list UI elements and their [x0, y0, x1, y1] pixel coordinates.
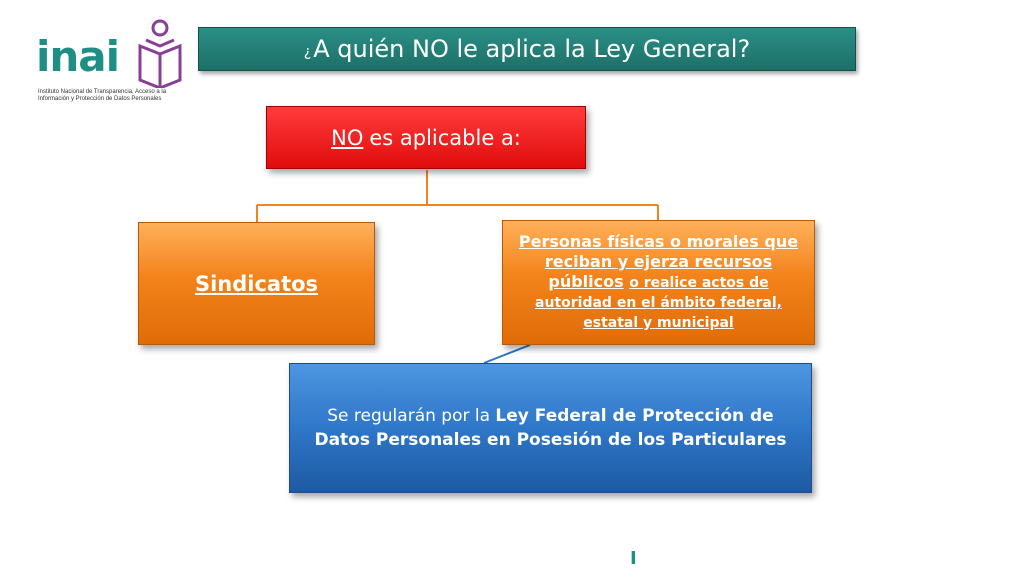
node-personas-line5: estatal y municipal	[583, 315, 734, 331]
title-question-mark: ¿	[303, 44, 312, 60]
node-personas-line2: reciban y ejerza recursos	[544, 252, 773, 271]
node-sindicatos-label: Sindicatos	[194, 271, 319, 296]
node-personas	[502, 220, 815, 345]
page-marker: I	[630, 548, 637, 569]
logo-caption: Instituto Nacional de Transparencia, Acceso a la Información y Protección de Datos Personales	[38, 89, 167, 102]
note-law-name: Ley Federal de Protección de Datos Personales en Posesión de los Particulares	[314, 406, 787, 450]
node-personas-line3a: públicos	[548, 272, 624, 291]
node-sindicatos	[138, 222, 375, 345]
note-plain-text: Se regularán por la	[327, 406, 496, 426]
node-personas-line3b: o realice actos de	[629, 275, 769, 291]
page-title: A quién NO le aplica la Ley General?	[313, 35, 751, 63]
root-label: es aplicable a:	[369, 125, 521, 150]
node-personas-line4: autoridad en el ámbito federal,	[535, 295, 782, 311]
node-personas-line1: Personas físicas o morales que	[518, 232, 799, 251]
note-box	[289, 363, 812, 493]
root-node	[266, 106, 586, 169]
connector-note	[484, 345, 530, 363]
root-emphasis: NO	[331, 125, 364, 150]
logo-wordmark: inai	[36, 32, 120, 81]
